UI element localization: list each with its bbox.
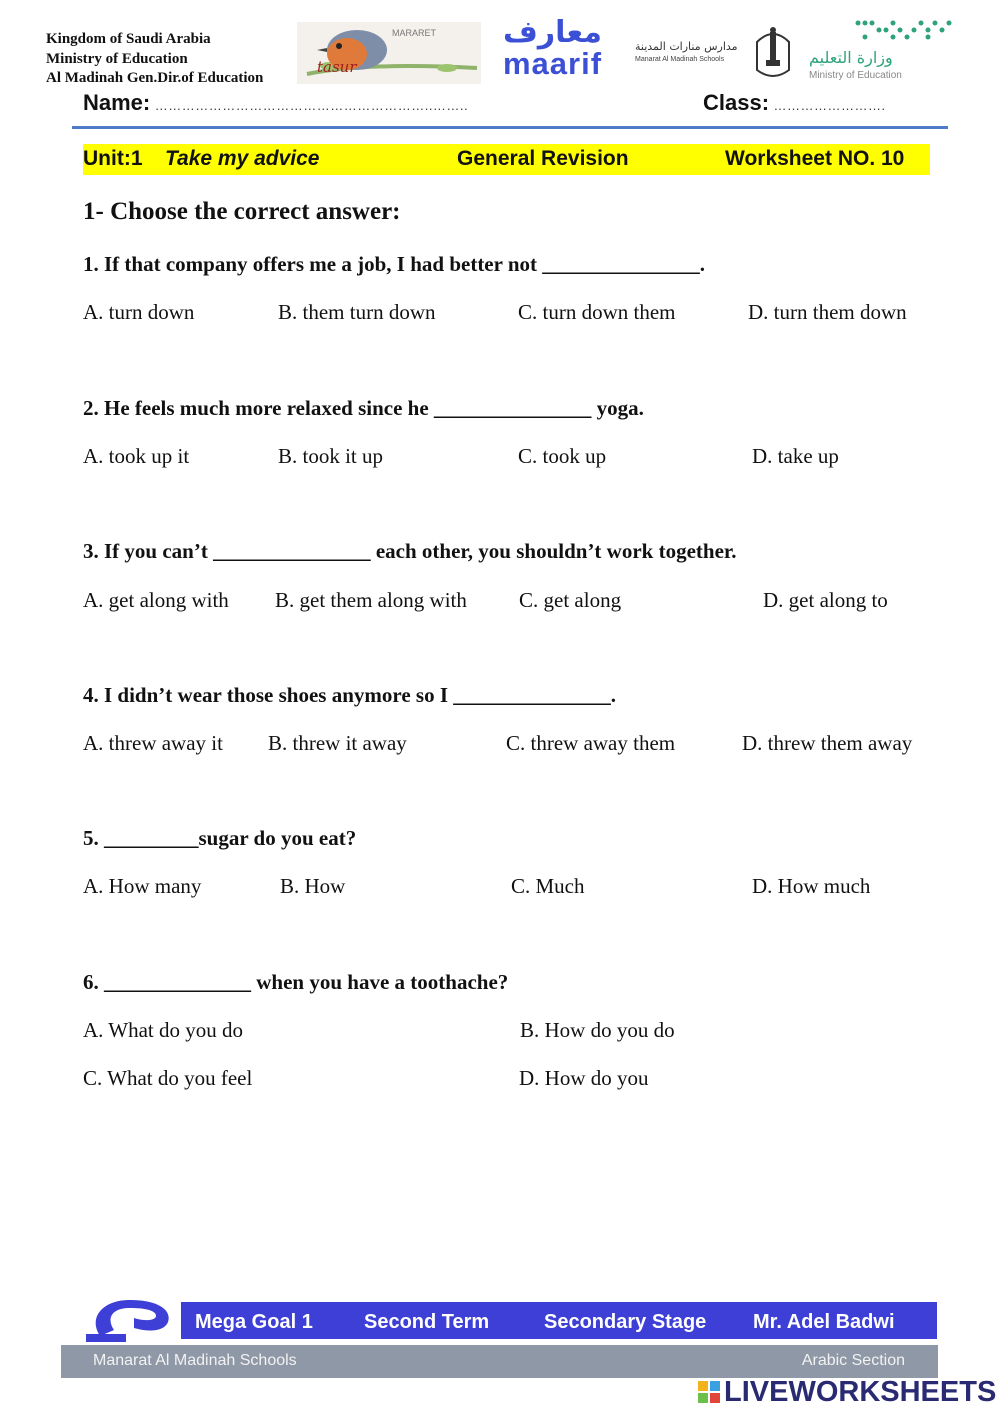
section-title: 1- Choose the correct answer: — [83, 198, 401, 225]
class-group — [703, 90, 886, 116]
footer-school: Manarat Al Madinah Schools — [93, 1352, 297, 1369]
name-field[interactable]: ……………………………………………………..…….. — [154, 98, 469, 113]
option-2b[interactable]: B. took it up — [278, 444, 384, 468]
question-1: 1. If that company offers me a job, I had better not _______________. — [83, 252, 705, 276]
footer-course-bar — [181, 1302, 937, 1339]
footer-school-bar — [61, 1345, 938, 1378]
dotted-pattern-icon — [853, 18, 953, 44]
manarat-logo-arabic: مدارس منارات المدينة — [635, 40, 738, 53]
name-label: Name: — [83, 90, 151, 115]
footer-stage: Secondary Stage — [544, 1311, 707, 1333]
option-3d[interactable]: D. get along to — [763, 588, 888, 612]
option-5c[interactable]: C. Much — [511, 874, 585, 898]
org-line: Kingdom of Saudi Arabia — [46, 31, 211, 47]
option-4b[interactable]: B. threw it away — [268, 731, 407, 755]
question-3: 3. If you can’t _______________ each other, you shouldn’t work together. — [83, 539, 737, 563]
option-5a[interactable]: A. How many — [83, 874, 202, 898]
header-divider — [72, 126, 948, 129]
lighthouse-crest-icon — [753, 22, 793, 82]
svg-text:tasur: tasur — [317, 58, 357, 76]
org-line: Ministry of Education — [46, 50, 188, 67]
option-2d[interactable]: D. take up — [752, 444, 839, 468]
option-3a[interactable]: A. get along with — [83, 588, 229, 612]
option-6d[interactable]: D. How do you — [519, 1066, 649, 1090]
option-1a[interactable]: A. turn down — [83, 300, 195, 324]
maarif-logo — [490, 18, 615, 86]
option-6c[interactable]: C. What do you feel — [83, 1066, 253, 1090]
ministry-logo-english: Ministry of Education — [809, 70, 902, 81]
manarat-logo — [635, 22, 795, 84]
unit-banner — [83, 144, 930, 175]
question-2: 2. He feels much more relaxed since he _______________ yoga. — [83, 396, 644, 420]
class-field[interactable]: ……………………. — [773, 98, 886, 113]
option-5d[interactable]: D. How much — [752, 874, 871, 898]
option-4a[interactable]: A. threw away it — [83, 731, 223, 755]
svg-text:MARARET: MARARET — [392, 28, 437, 38]
maarif-logo-arabic: معارف — [503, 16, 602, 49]
unit-number: Unit:1 — [83, 147, 143, 170]
organization-block — [46, 30, 263, 89]
ministry-logo — [805, 18, 955, 84]
option-6a[interactable]: A. What do you do — [83, 1018, 244, 1042]
option-1c[interactable]: C. turn down them — [518, 300, 676, 324]
name-class-row — [83, 90, 928, 120]
class-label: Class: — [703, 90, 770, 115]
option-1d[interactable]: D. turn them down — [748, 300, 907, 324]
bird-logo-icon — [297, 22, 481, 84]
option-5b[interactable]: B. How — [280, 874, 346, 898]
option-3c[interactable]: C. get along — [519, 588, 622, 612]
footer-section: Arabic Section — [801, 1352, 905, 1369]
worksheet-number: Worksheet NO. 10 — [725, 147, 905, 170]
option-4d[interactable]: D. threw them away — [742, 731, 913, 755]
footer-course: Mega Goal 1 — [195, 1311, 313, 1333]
option-2c[interactable]: C. took up — [518, 444, 607, 468]
option-4c[interactable]: C. threw away them — [506, 731, 676, 755]
org-line: Al Madinah Gen.Dir.of Education — [46, 70, 264, 86]
footer-swirl-logo-icon — [86, 1296, 174, 1342]
unit-title: Take my advice — [165, 147, 320, 170]
maarif-logo-english: maarif — [502, 46, 603, 81]
ministry-logo-arabic: وزارة التعليم — [809, 48, 893, 67]
liveworksheets-brand[interactable] — [698, 1376, 996, 1410]
manarat-logo-english: Manarat Al Madinah Schools — [635, 56, 725, 63]
option-3b[interactable]: B. get them along with — [275, 588, 467, 612]
liveworksheets-text: LIVEWORKSHEETS — [724, 1376, 997, 1408]
option-2a[interactable]: A. took up it — [83, 444, 190, 468]
footer-term: Second Term — [364, 1311, 490, 1333]
question-4: 4. I didn’t wear those shoes anymore so I _______________. — [83, 683, 616, 707]
question-5: 5. _________sugar do you eat? — [83, 826, 357, 850]
revision-label: General Revision — [457, 147, 629, 170]
question-6: 6. ______________ when you have a toothache? — [83, 970, 509, 994]
option-6b[interactable]: B. How do you do — [520, 1018, 675, 1042]
option-1b[interactable]: B. them turn down — [278, 300, 436, 324]
liveworksheets-logo-icon — [698, 1381, 720, 1403]
footer-teacher: Mr. Adel Badwi — [753, 1311, 895, 1333]
